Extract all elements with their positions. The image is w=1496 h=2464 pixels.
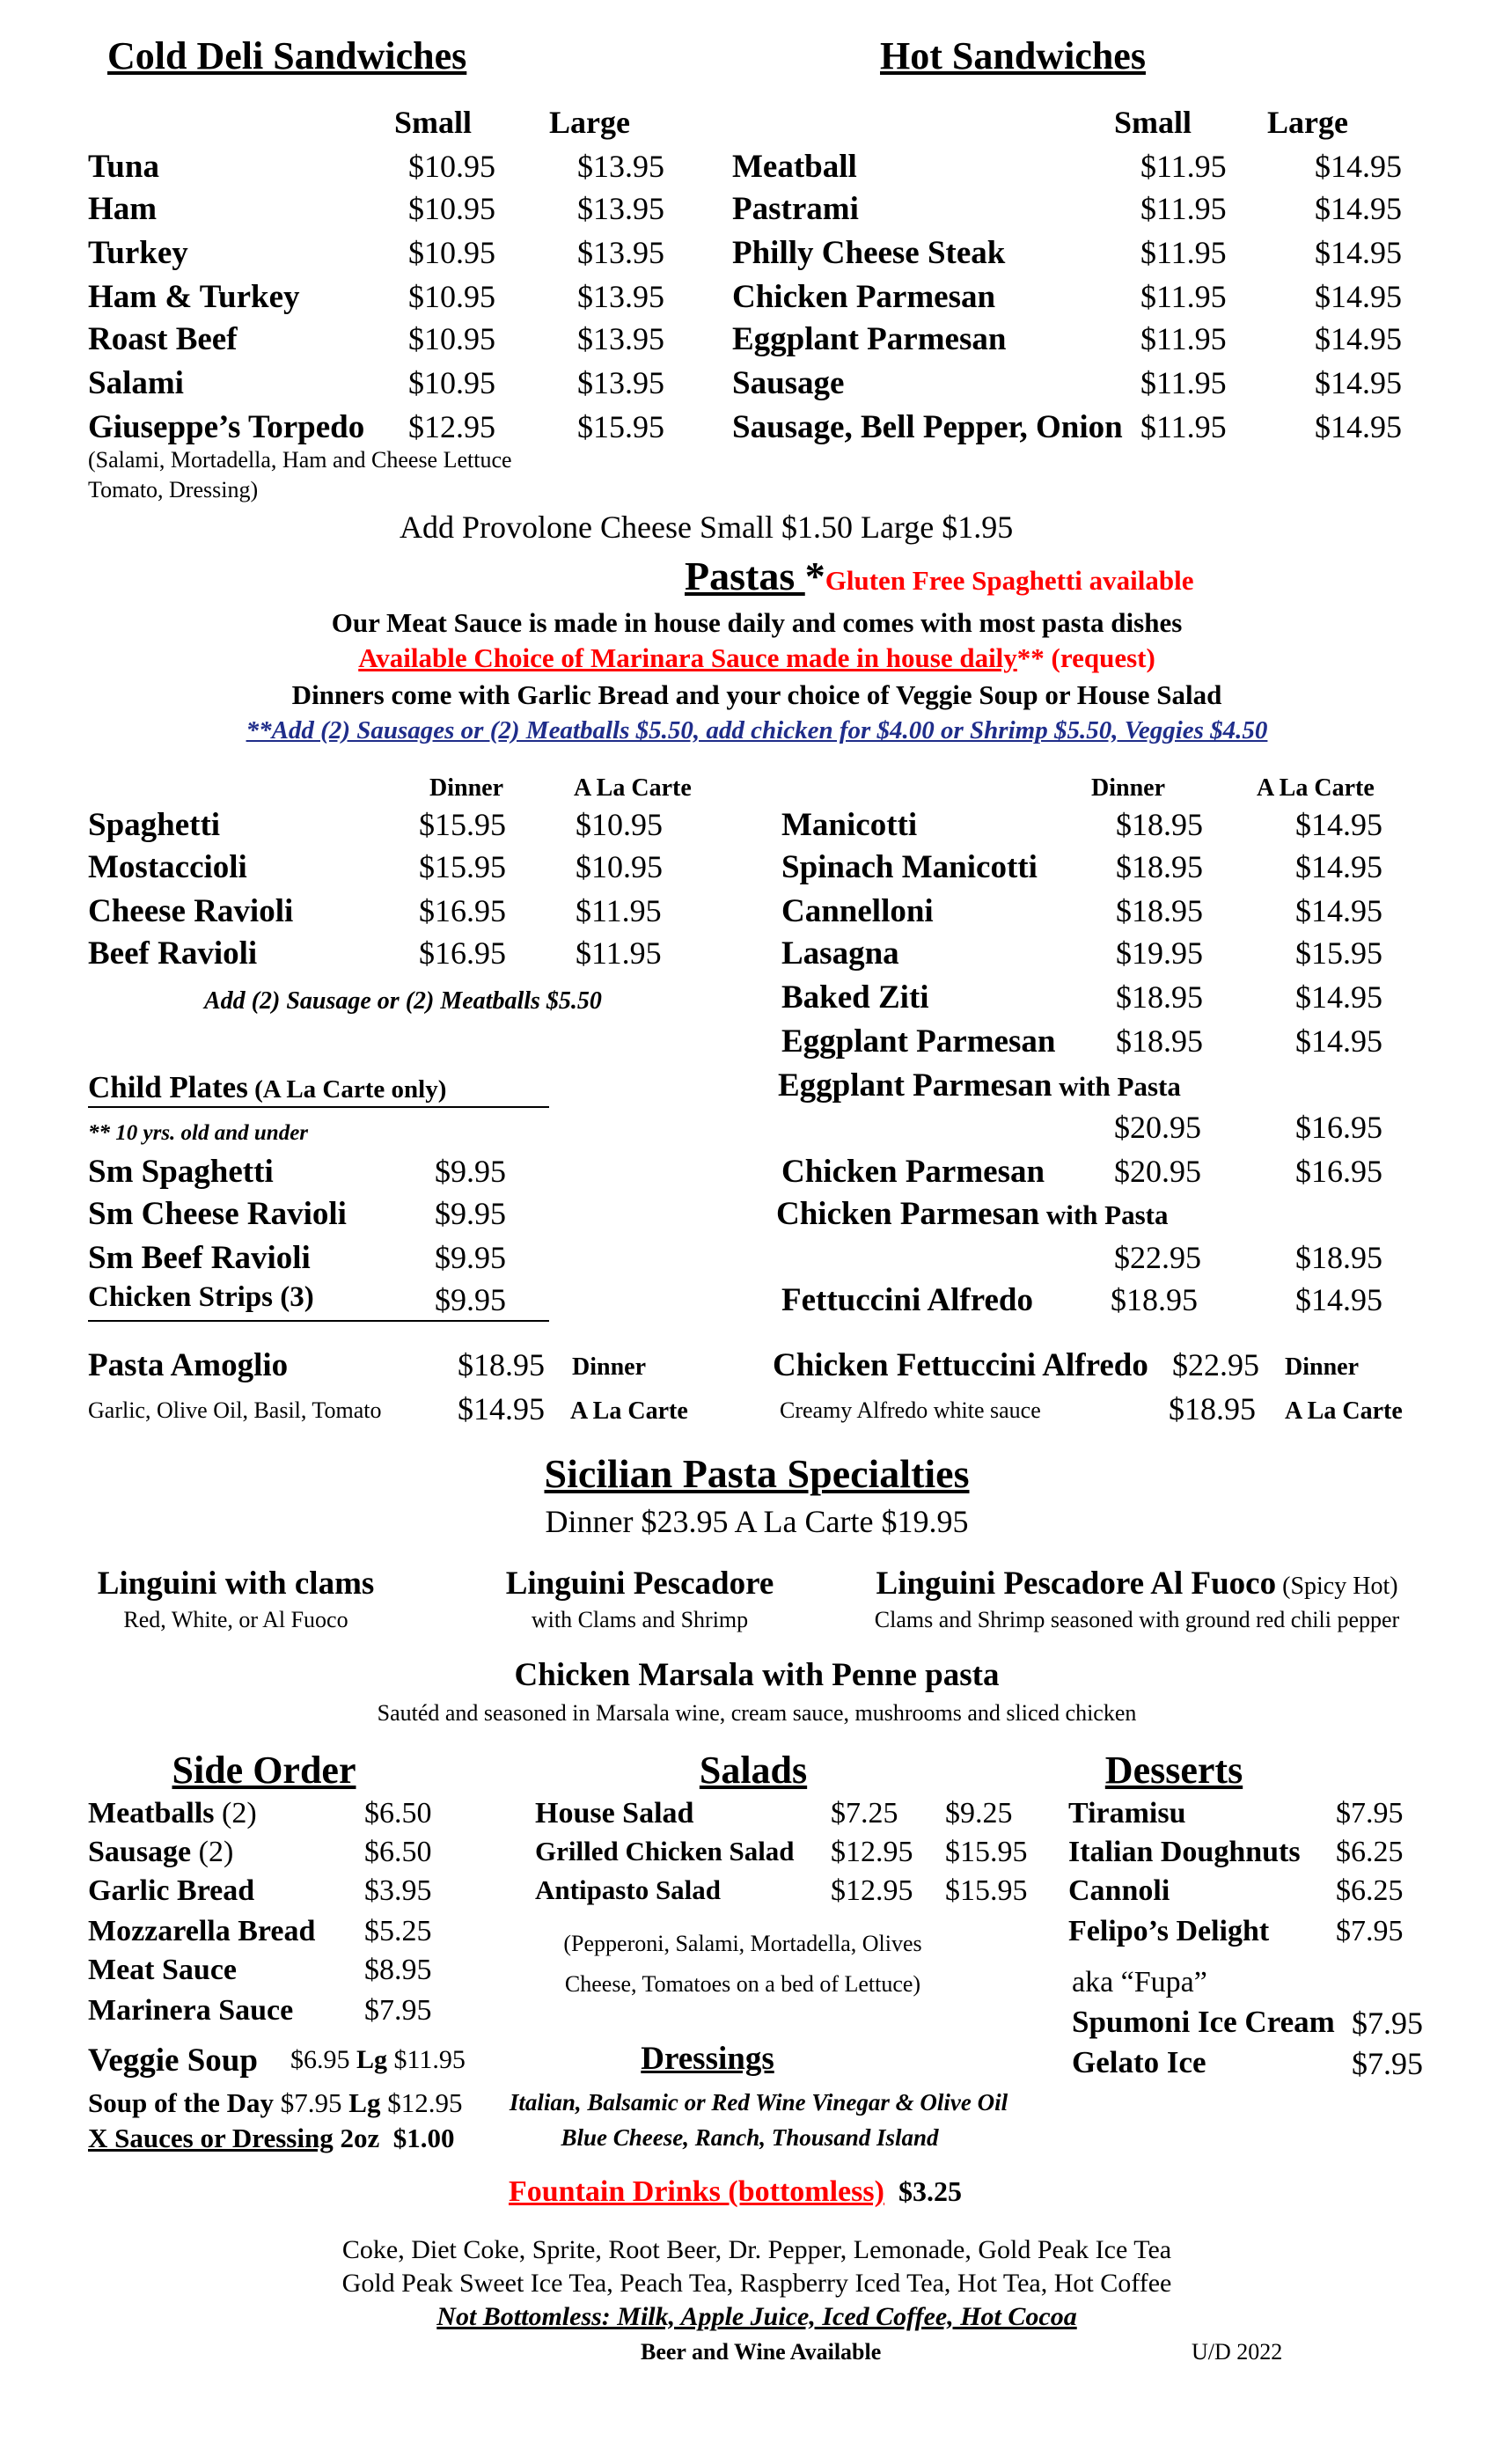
extra-sauce-row [88, 2123, 455, 2154]
dessert-item-name: Italian Doughnuts [1068, 1836, 1301, 1868]
pasta-item-name: Cheese Ravioli [88, 893, 294, 929]
cold-item-large-price: $13.95 [577, 279, 664, 314]
side-item-name: Meat Sauce [88, 1954, 238, 1986]
soup-of-day-lg-price: $12.95 [387, 2087, 463, 2118]
amoglio-desc: Garlic, Olive Oil, Basil, Tomato [88, 1397, 382, 1423]
amoglio-name: Pasta Amoglio [88, 1347, 289, 1383]
pasta-left-note: Add (2) Sausage or (2) Meatballs $5.50 [204, 987, 602, 1015]
cold-item-name: Turkey [88, 235, 188, 271]
side-item-price: $6.50 [364, 1797, 432, 1830]
side-item-price: $5.25 [364, 1915, 432, 1947]
child-item-price: $9.95 [435, 1196, 506, 1231]
fountain-drinks-row [509, 2175, 962, 2209]
hot-item-small-price: $11.95 [1140, 235, 1227, 270]
dessert-item-price: $6.25 [1336, 1836, 1404, 1868]
cold-item-small-price: $10.95 [408, 321, 495, 356]
hot-item-name: Sausage, Bell Pepper, Onion [732, 409, 1123, 445]
fettuccini-name: Fettuccini Alfredo [781, 1282, 1034, 1318]
gelato-price: $7.95 [1352, 2046, 1423, 2081]
veggie-soup-price: $6.95 [290, 2045, 350, 2074]
pasta-item-name: Cannelloni [781, 893, 934, 929]
chicken-pasta-suffix: with Pasta [1039, 1199, 1169, 1230]
salad-item-name: House Salad [535, 1797, 694, 1830]
chicken-pasta-dinner: $22.95 [1114, 1240, 1201, 1275]
pasta-item-dinner: $16.95 [419, 935, 506, 971]
side-item-price: $3.95 [364, 1874, 432, 1907]
cold-item-large-price: $13.95 [577, 235, 664, 270]
gluten-free-note: Gluten Free Spaghetti available [825, 565, 1194, 596]
salads-title: Salads [699, 1749, 808, 1792]
chicken-parm-alacarte: $16.95 [1295, 1154, 1382, 1189]
pasta-item-alacarte: $14.95 [1295, 807, 1382, 842]
meat-sauce-note: Our Meat Sauce is made in house daily and comes with most pasta dishes [331, 607, 1183, 638]
pasta-item-alacarte: $10.95 [576, 807, 663, 842]
salad-item-large-price: $9.25 [945, 1797, 1013, 1830]
fettuccini-dinner: $18.95 [1111, 1282, 1198, 1317]
marinara-request: ** (request) [1016, 642, 1155, 673]
cold-item-name: Tuna [88, 149, 159, 185]
child-item-name: Sm Spaghetti [88, 1154, 274, 1190]
chicken-fettuccini-alacarte: $18.95 [1169, 1391, 1256, 1426]
hot-item-large-price: $14.95 [1315, 321, 1402, 356]
extra-sauce-price: $1.00 [392, 2123, 455, 2153]
pasta-right-col-alacarte: A La Carte [1257, 774, 1375, 802]
chicken-marsala-desc: Sautéd and seasoned in Marsala wine, cream sauce, mushrooms and sliced chicken [377, 1700, 1137, 1726]
child-item-name: Sm Cheese Ravioli [88, 1196, 347, 1232]
hot-item-small-price: $11.95 [1140, 191, 1227, 226]
eggplant-pasta-name: Eggplant Parmesan [778, 1067, 1052, 1104]
side-item-price: $8.95 [364, 1954, 432, 1986]
dressings-line-2: Blue Cheese, Ranch, Thousand Island [561, 2124, 939, 2151]
marinara-note [358, 642, 1155, 674]
hot-item-name: Meatball [732, 149, 857, 185]
cold-item-small-price: $10.95 [408, 191, 495, 226]
chicken-marsala-name: Chicken Marsala with Penne pasta [514, 1657, 1000, 1693]
desserts-title: Desserts [1104, 1749, 1243, 1792]
spumoni-name: Spumoni Ice Cream [1072, 2005, 1335, 2039]
chicken-parm-dinner: $20.95 [1114, 1154, 1201, 1189]
pasta-item-alacarte: $14.95 [1295, 893, 1382, 928]
dessert-item-price: $7.95 [1336, 1915, 1404, 1947]
sicilian-title: Sicilian Pasta Specialties [544, 1451, 970, 1496]
child-item-price: $9.95 [435, 1154, 506, 1189]
pasta-item-name: Beef Ravioli [88, 935, 258, 972]
amoglio-dinner-label: Dinner [572, 1353, 646, 1381]
hot-item-name: Sausage [732, 365, 845, 401]
pasta-item-dinner: $19.95 [1116, 935, 1203, 971]
cold-item-name: Salami [88, 365, 184, 401]
child-plates-title: Child Plates [88, 1070, 248, 1104]
eggplant-pasta-dinner: $20.95 [1114, 1110, 1201, 1145]
pasta-item-name: Spaghetti [88, 807, 221, 843]
pasta-left-col-dinner: Dinner [429, 774, 503, 802]
linguini-fuoco-row [876, 1565, 1397, 1602]
hot-item-small-price: $11.95 [1140, 279, 1227, 314]
pasta-item-dinner: $15.95 [419, 807, 506, 842]
gelato-name: Gelato Ice [1072, 2045, 1206, 2079]
cold-item-name: Ham [88, 191, 158, 227]
salad-item-small-price: $12.95 [831, 1836, 913, 1868]
dessert-item-name: Cannoli [1068, 1874, 1170, 1907]
hot-item-name: Eggplant Parmesan [732, 321, 1007, 357]
hot-item-name: Philly Cheese Steak [732, 235, 1006, 271]
soup-of-day-name: Soup of the Day [88, 2087, 275, 2118]
chicken-pasta-row [776, 1195, 1168, 1233]
salad-item-small-price: $12.95 [831, 1874, 913, 1907]
pasta-item-alacarte: $14.95 [1295, 1023, 1382, 1059]
hot-item-small-price: $11.95 [1140, 149, 1227, 184]
fountain-drinks-title: Fountain Drinks (bottomless) [509, 2175, 884, 2208]
dessert-item-price: $6.25 [1336, 1874, 1404, 1907]
amoglio-alacarte: $14.95 [458, 1391, 545, 1426]
fupa-aka: aka “Fupa” [1072, 1966, 1207, 1998]
pasta-item-dinner: $18.95 [1116, 807, 1203, 842]
side-item-qty: (2) [191, 1836, 234, 1868]
pasta-right-col-dinner: Dinner [1091, 774, 1165, 802]
chicken-parm-name: Chicken Parmesan [781, 1154, 1045, 1190]
child-plates-underline [88, 1106, 549, 1108]
fettuccini-alacarte: $14.95 [1295, 1282, 1382, 1317]
cold-item-small-price: $10.95 [408, 279, 495, 314]
sicilian-prices: Dinner $23.95 A La Carte $19.95 [545, 1504, 969, 1539]
hot-item-large-price: $14.95 [1315, 191, 1402, 226]
veggie-soup-lg-price: $11.95 [393, 2045, 466, 2074]
eggplant-pasta-row [778, 1067, 1181, 1104]
torpedo-note-2: Tomato, Dressing) [88, 477, 259, 502]
cold-item-large-price: $13.95 [577, 321, 664, 356]
chicken-fettuccini-name: Chicken Fettuccini Alfredo [773, 1347, 1148, 1383]
dessert-item-name: Felipo’s Delight [1068, 1915, 1270, 1947]
side-item-name: Mozzarella Bread [88, 1915, 316, 1947]
hot-item-large-price: $14.95 [1315, 409, 1402, 444]
chicken-pasta-name: Chicken Parmesan [776, 1196, 1040, 1232]
child-plates-heading [88, 1070, 446, 1105]
add-ons-note: **Add (2) Sausages or (2) Meatballs $5.50, add chicken for $4.00 or Shrimp $5.50, Veggies $4.50 [246, 716, 1268, 744]
hot-item-large-price: $14.95 [1315, 149, 1402, 184]
child-strips-underline [88, 1320, 549, 1322]
salad-item-large-price: $15.95 [945, 1874, 1028, 1907]
chicken-fettuccini-desc: Creamy Alfredo white sauce [780, 1397, 1041, 1423]
cold-deli-title: Cold Deli Sandwiches [107, 34, 467, 77]
veggie-soup-row [88, 2042, 258, 2079]
pastas-heading [685, 553, 1194, 599]
pasta-item-name: Mostaccioli [88, 849, 247, 885]
salad-item-large-price: $15.95 [945, 1836, 1028, 1868]
pasta-item-alacarte: $15.95 [1295, 935, 1382, 971]
side-item-name: Marinera Sauce [88, 1994, 294, 2027]
pasta-item-alacarte: $11.95 [576, 893, 662, 928]
pasta-item-dinner: $18.95 [1116, 893, 1203, 928]
side-item-name: Sausage (2) [88, 1836, 234, 1868]
linguini-clams-name: Linguini with clams [97, 1566, 375, 1602]
side-item-name: Meatballs (2) [88, 1797, 257, 1830]
child-plates-suffix: (A La Carte only) [247, 1075, 447, 1104]
hot-item-name: Chicken Parmesan [732, 279, 996, 315]
drinks-list-2: Gold Peak Sweet Ice Tea, Peach Tea, Raspberry Iced Tea, Hot Tea, Hot Coffee [341, 2269, 1172, 2298]
amoglio-dinner: $18.95 [458, 1347, 545, 1382]
soup-of-day-price: $7.95 [280, 2087, 342, 2118]
side-order-title: Side Order [172, 1749, 356, 1792]
cold-item-name: Ham & Turkey [88, 279, 300, 315]
cold-item-name: Giuseppe’s Torpedo [88, 409, 365, 445]
pasta-left-col-alacarte: A La Carte [574, 774, 692, 802]
chicken-fettuccini-alacarte-label: A La Carte [1285, 1397, 1403, 1425]
pasta-item-dinner: $18.95 [1116, 849, 1203, 884]
not-bottomless-note: Not Bottomless: Milk, Apple Juice, Iced Coffee, Hot Cocoa [436, 2302, 1077, 2331]
hot-item-small-price: $11.95 [1140, 409, 1227, 444]
pasta-item-alacarte: $10.95 [576, 849, 663, 884]
pasta-item-dinner: $16.95 [419, 893, 506, 928]
cold-item-small-price: $10.95 [408, 149, 495, 184]
pastas-title: Pastas [685, 554, 805, 598]
eggplant-pasta-alacarte: $16.95 [1295, 1110, 1382, 1145]
pasta-item-name: Baked Ziti [781, 979, 929, 1016]
hot-item-small-price: $11.95 [1140, 365, 1227, 400]
cold-item-small-price: $10.95 [408, 365, 495, 400]
pasta-item-dinner: $15.95 [419, 849, 506, 884]
pasta-item-alacarte: $14.95 [1295, 849, 1382, 884]
side-item-name: Garlic Bread [88, 1874, 255, 1907]
amoglio-alacarte-label: A La Carte [570, 1397, 688, 1425]
hot-item-name: Pastrami [732, 191, 859, 227]
marinara-note-text: Available Choice of Marinara Sauce made in house daily [358, 642, 1017, 673]
pasta-item-alacarte: $11.95 [576, 935, 662, 971]
provolone-addon: Add Provolone Cheese Small $1.50 Large $1.95 [400, 510, 1014, 545]
pasta-item-name: Manicotti [781, 807, 918, 843]
side-item-price: $7.95 [364, 1994, 432, 2027]
child-item-name: Sm Beef Ravioli [88, 1240, 311, 1276]
linguini-fuoco-name: Linguini Pescadore Al Fuoco [876, 1566, 1277, 1602]
hot-col-large: Large [1267, 105, 1348, 140]
dressings-title: Dressings [641, 2041, 774, 2077]
side-item-price: $6.50 [364, 1836, 432, 1868]
cold-item-large-price: $13.95 [577, 365, 664, 400]
chicken-pasta-alacarte: $18.95 [1295, 1240, 1382, 1275]
cold-item-large-price: $13.95 [577, 149, 664, 184]
salad-item-name: Antipasto Salad [535, 1874, 722, 1905]
hot-col-small: Small [1114, 105, 1192, 140]
soup-of-day-lg: Lg [348, 2087, 381, 2118]
cold-col-large: Large [549, 105, 630, 140]
dinner-includes-note: Dinners come with Garlic Bread and your choice of Veggie Soup or House Salad [291, 679, 1222, 710]
antipasto-note-2: Cheese, Tomatoes on a bed of Lettuce) [564, 1971, 921, 1997]
pasta-item-name: Eggplant Parmesan [781, 1023, 1056, 1060]
salad-item-small-price: $7.25 [831, 1797, 898, 1830]
cold-item-small-price: $10.95 [408, 235, 495, 270]
eggplant-pasta-suffix: with Pasta [1052, 1071, 1181, 1102]
soup-of-day-row [88, 2087, 462, 2119]
veggie-soup-name: Veggie Soup [88, 2042, 258, 2079]
pasta-item-name: Lasagna [781, 935, 899, 972]
dessert-item-name: Tiramisu [1068, 1797, 1186, 1830]
linguini-clams-desc: Red, White, or Al Fuoco [123, 1607, 348, 1632]
veggie-soup-prices [290, 2045, 466, 2075]
cold-item-name: Roast Beef [88, 321, 238, 357]
hot-sandwiches-title: Hot Sandwiches [880, 34, 1146, 77]
cold-item-large-price: $15.95 [577, 409, 664, 444]
cold-item-small-price: $12.95 [408, 409, 495, 444]
linguini-fuoco-spicy: (Spicy Hot) [1276, 1573, 1398, 1600]
pasta-item-dinner: $18.95 [1116, 1023, 1203, 1059]
cold-item-large-price: $13.95 [577, 191, 664, 226]
child-item-price: $9.95 [435, 1240, 506, 1275]
torpedo-note-1: (Salami, Mortadella, Ham and Cheese Lettuce [88, 447, 512, 473]
child-item-price: $9.95 [435, 1282, 506, 1317]
extra-sauce-size: 2oz [340, 2123, 380, 2153]
hot-item-large-price: $14.95 [1315, 365, 1402, 400]
dessert-item-price: $7.95 [1336, 1797, 1404, 1830]
hot-item-small-price: $11.95 [1140, 321, 1227, 356]
hot-item-large-price: $14.95 [1315, 235, 1402, 270]
cold-col-small: Small [394, 105, 473, 140]
update-date: U/D 2022 [1192, 2339, 1283, 2365]
child-item-name: Chicken Strips (3) [88, 1281, 314, 1313]
drinks-list-1: Coke, Diet Coke, Sprite, Root Beer, Dr. Pepper, Lemonade, Gold Peak Ice Tea [341, 2235, 1172, 2264]
veggie-soup-lg: Lg [356, 2045, 388, 2074]
salad-item-name: Grilled Chicken Salad [535, 1836, 795, 1866]
linguini-pescadore-desc: with Clams and Shrimp [531, 1607, 749, 1632]
dressings-line-1: Italian, Balsamic or Red Wine Vinegar & Olive Oil [509, 2089, 1008, 2116]
chicken-fettuccini-dinner-label: Dinner [1285, 1353, 1359, 1381]
child-age-note: ** 10 yrs. old and under [88, 1121, 309, 1145]
pasta-item-name: Spinach Manicotti [781, 849, 1038, 885]
antipasto-note-1: (Pepperoni, Salami, Mortadella, Olives [563, 1931, 922, 1956]
pastas-star: * [804, 554, 825, 598]
chicken-fettuccini-dinner: $22.95 [1172, 1347, 1259, 1382]
hot-item-large-price: $14.95 [1315, 279, 1402, 314]
linguini-fuoco-desc: Clams and Shrimp seasoned with ground red chili pepper [874, 1607, 1400, 1632]
beer-wine-note: Beer and Wine Available [641, 2339, 882, 2365]
pasta-item-dinner: $18.95 [1116, 979, 1203, 1015]
extra-sauce-name: X Sauces or Dressing [88, 2123, 334, 2153]
pasta-item-alacarte: $14.95 [1295, 979, 1382, 1015]
linguini-pescadore-name: Linguini Pescadore [505, 1566, 774, 1602]
spumoni-price: $7.95 [1352, 2006, 1423, 2041]
fountain-drinks-price: $3.25 [898, 2175, 962, 2207]
side-item-qty: (2) [214, 1797, 257, 1830]
